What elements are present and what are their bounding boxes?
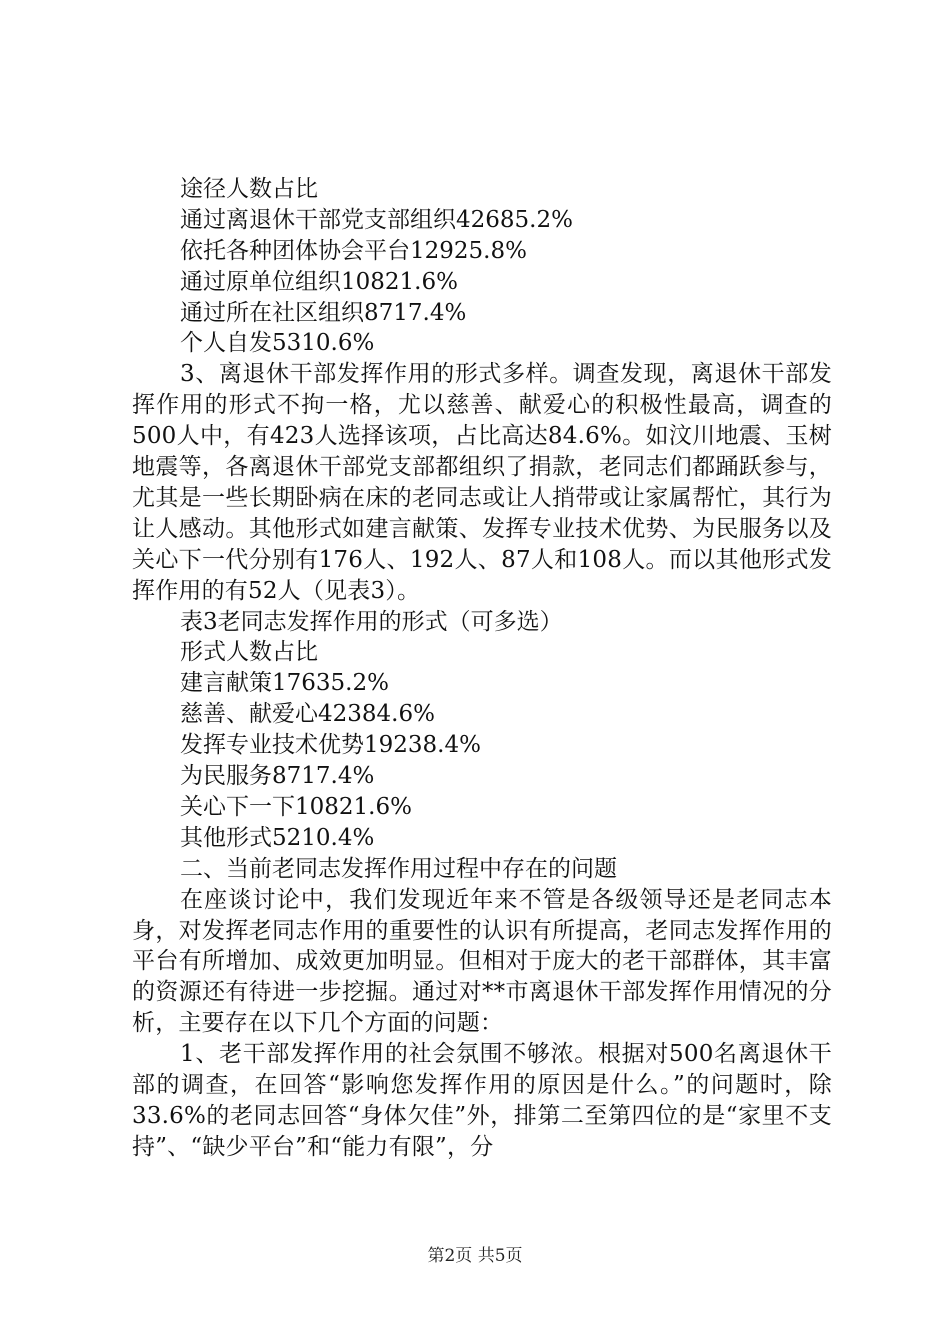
table2-header: 途径人数占比 [180, 176, 318, 202]
paragraph-issue-1: 1、老干部发挥作用的社会氛围不够浓。根据对500名离退休干部的调查，在回答“影响您发挥作用的原因是什么。”的问题时，除33.6%的老同志回答“身体欠佳”外，排第二至第四位的是“家里不支持”、“缺少平台”和“能力有限”，分 [132, 1041, 832, 1160]
table2-row: 通过原单位组织10821.6% [180, 268, 458, 295]
page-body [132, 174, 832, 1163]
table3-row: 发挥专业技术优势19238.4% [180, 732, 481, 759]
table3-block [132, 607, 832, 885]
table3-header: 形式人数占比 [180, 639, 318, 666]
table2-row: 通过离退休干部党支部组织42685.2% [180, 206, 573, 233]
paragraph-forms: 3、离退休干部发挥作用的形式多样。调查发现，离退休干部发挥作用的形式不拘一格，尤以慈善、献爱心的积极性最高，调查的500人中，有423人选择该项，占比高达84.6%。如汶川地震、玉树地震等，各离退休干部党支部都组织了捐款，老同志们都踊跃参与，尤其是一些长期卧病在床的老同志或让人捎带或让家属帮忙，其行为让人感动。其他形式如建言献策、发挥专业技术优势、为民服务以及关心下一代分别有176人、192人、87人和108人。而以其他形式发挥作用的有52人（见表3）。 [132, 361, 832, 604]
table3-row: 建言献策17635.2% [180, 670, 389, 697]
section-heading: 二、当前老同志发挥作用过程中存在的问题 [180, 855, 617, 882]
paragraph-discussion: 在座谈讨论中，我们发现近年来不管是各级领导还是老同志本身，对发挥老同志作用的重要性的认识有所提高，老同志发挥作用的平台有所增加、成效更加明显。但相对于庞大的老干部群体，其丰富的资源还有待进一步挖掘。通过对**市离退休干部发挥作用情况的分析，主要存在以下几个方面的问题： [132, 886, 832, 1037]
table2-row: 依托各种团体协会平台12925.8% [180, 237, 527, 264]
table2-block [132, 174, 832, 359]
table2-row: 通过所在社区组织8717.4% [180, 299, 467, 326]
table3-row: 慈善、献爱心42384.6% [180, 701, 435, 728]
table3-row: 关心下一下10821.6% [180, 793, 412, 820]
page-footer: 第2页 共5页 [427, 1246, 523, 1266]
table2-row: 个人自发5310.6% [180, 330, 375, 357]
table3-caption: 表3老同志发挥作用的形式（可多选） [180, 608, 563, 635]
table3-row: 为民服务8717.4% [180, 763, 375, 790]
table3-row: 其他形式5210.4% [180, 824, 375, 851]
